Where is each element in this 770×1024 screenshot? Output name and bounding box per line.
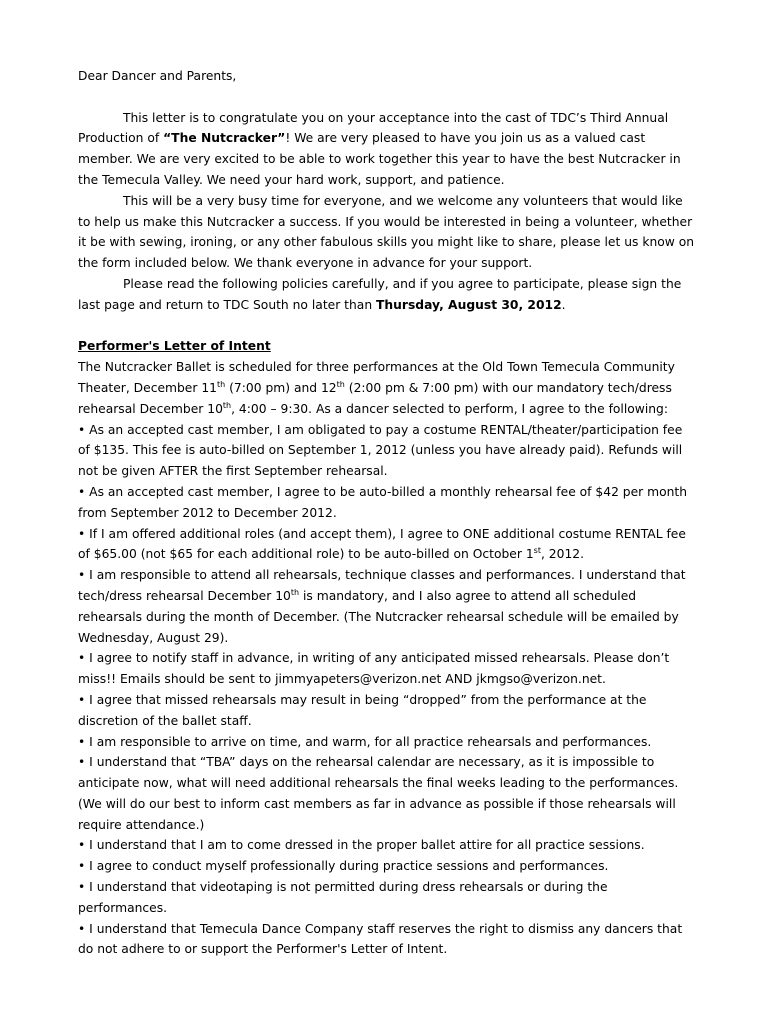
intent-intro-a: The Nutcracker Ballet is scheduled for three performances at the Old Town Temecula Community Theater, December 11 — [78, 360, 675, 395]
intent-intro-d: , 4:00 – 9:30. As a dancer selected to perform, I agree to the following: — [231, 401, 668, 416]
intent-intro-b: (7:00 pm) and 12 — [225, 380, 337, 395]
section-heading-letter-of-intent: Performer's Letter of Intent — [78, 339, 271, 354]
intent-intro-c: (2:00 pm & 7:00 pm) with our mandatory tech/dress rehearsal December 10 — [78, 380, 672, 416]
bullet-costume-fee: • As an accepted cast member, I am obligated to pay a costume RENTAL/theater/participation fee of $135. This fee is auto-billed on September 1, 2012 (unless you have already paid). Refunds will not be given AFTER the first September rehearsal. — [78, 422, 683, 479]
paragraph-policies — [78, 274, 698, 316]
bullet-additional-roles-a: • If I am offered additional roles (and accept them), I agree to ONE additional costume RENTAL fee of $65.00 (not $65 for each additional role) to be auto-billed on October 1 — [78, 526, 686, 562]
paragraph-acceptance — [78, 108, 698, 191]
paragraph-policies-text-b: . — [561, 297, 566, 312]
ordinal-suffix: th — [290, 587, 300, 597]
salutation: Dear Dancer and Parents, — [78, 69, 237, 83]
bullet-ballet-attire: • I understand that I am to come dressed in the proper ballet attire for all practice sessions. — [78, 838, 645, 853]
paragraph-volunteers: This will be a very busy time for everyone, and we welcome any volunteers that would like to help us make this Nutcracker a success. If you would be interested in being a volunteer, whether it be with sewing, ironing, or any other fabulous skills you might like to share, please let us know on the form included below. We thank everyone in advance for your support. — [78, 193, 695, 271]
bullet-attendance-a: • I am responsible to attend all rehearsals, technique classes and performances. I understand that tech/dress rehearsal December 10 — [78, 568, 686, 603]
bullet-dismissal: • I understand that Temecula Dance Company staff reserves the right to dismiss any dancers that do not adhere to or support the Performer's Letter of Intent. — [78, 921, 683, 957]
bullet-monthly-fee: • As an accepted cast member, I agree to be auto-billed a monthly rehearsal fee of $42 per month from September 2012 to December 2012. — [78, 484, 688, 520]
ordinal-suffix: th — [222, 400, 232, 410]
bullet-attendance-b: is mandatory, and I also agree to attend all scheduled rehearsals during the month of December. (The Nutcracker rehearsal schedule will be emailed by Wednesday, August 29). — [78, 588, 679, 645]
bullet-arrive-on-time: • I am responsible to arrive on time, and warm, for all practice rehearsals and performances. — [78, 734, 652, 749]
letter-page — [78, 66, 698, 960]
bullet-videotaping: • I understand that videotaping is not permitted during dress rehearsals or during the performances. — [78, 880, 608, 915]
intent-intro — [78, 357, 698, 419]
bullet-missed-rehearsals: • I agree that missed rehearsals may result in being “dropped” from the performance at the discretion of the ballet staff. — [78, 692, 647, 728]
bullet-professional-conduct: • I agree to conduct myself professionally during practice sessions and performances. — [78, 859, 609, 874]
paragraph-acceptance-text-b: ! We are very pleased to have you join us as a valued cast member. We are very excited to be able to work together this year to have the best Nutcracker in the Temecula Valley. We need your hard work, support, and patience. — [78, 131, 681, 187]
ordinal-suffix: st — [533, 546, 541, 556]
production-title: “The Nutcracker” — [163, 131, 286, 146]
ordinal-suffix: th — [217, 379, 226, 389]
bullet-notify-staff: • I agree to notify staff in advance, in writing of any anticipated missed rehearsals. Please don’t miss!! Emails should be sent to jimmyapeters@verizon.net AND jkmgso@verizon.net. — [78, 651, 670, 687]
bullet-tba-days: • I understand that “TBA” days on the rehearsal calendar are necessary, as it is impossible to anticipate now, what will need additional rehearsals the final weeks leading to the performances. (We will do our best to inform cast members as far in advance as possible if those rehearsals will require attendance.) — [78, 755, 679, 832]
paragraph-acceptance-text-a: This letter is to congratulate you on your acceptance into the cast of TDC’s Third Annual Production of — [78, 110, 669, 146]
paragraph-policies-text-a: Please read the following policies carefully, and if you agree to participate, please sign the last page and return to TDC South no later than — [78, 276, 682, 312]
bullet-additional-roles-b: , 2012. — [540, 547, 585, 562]
bullet-attendance — [78, 565, 698, 648]
bullet-additional-roles — [78, 524, 698, 566]
deadline-date: Thursday, August 30, 2012 — [376, 297, 562, 312]
ordinal-suffix: th — [336, 379, 345, 389]
